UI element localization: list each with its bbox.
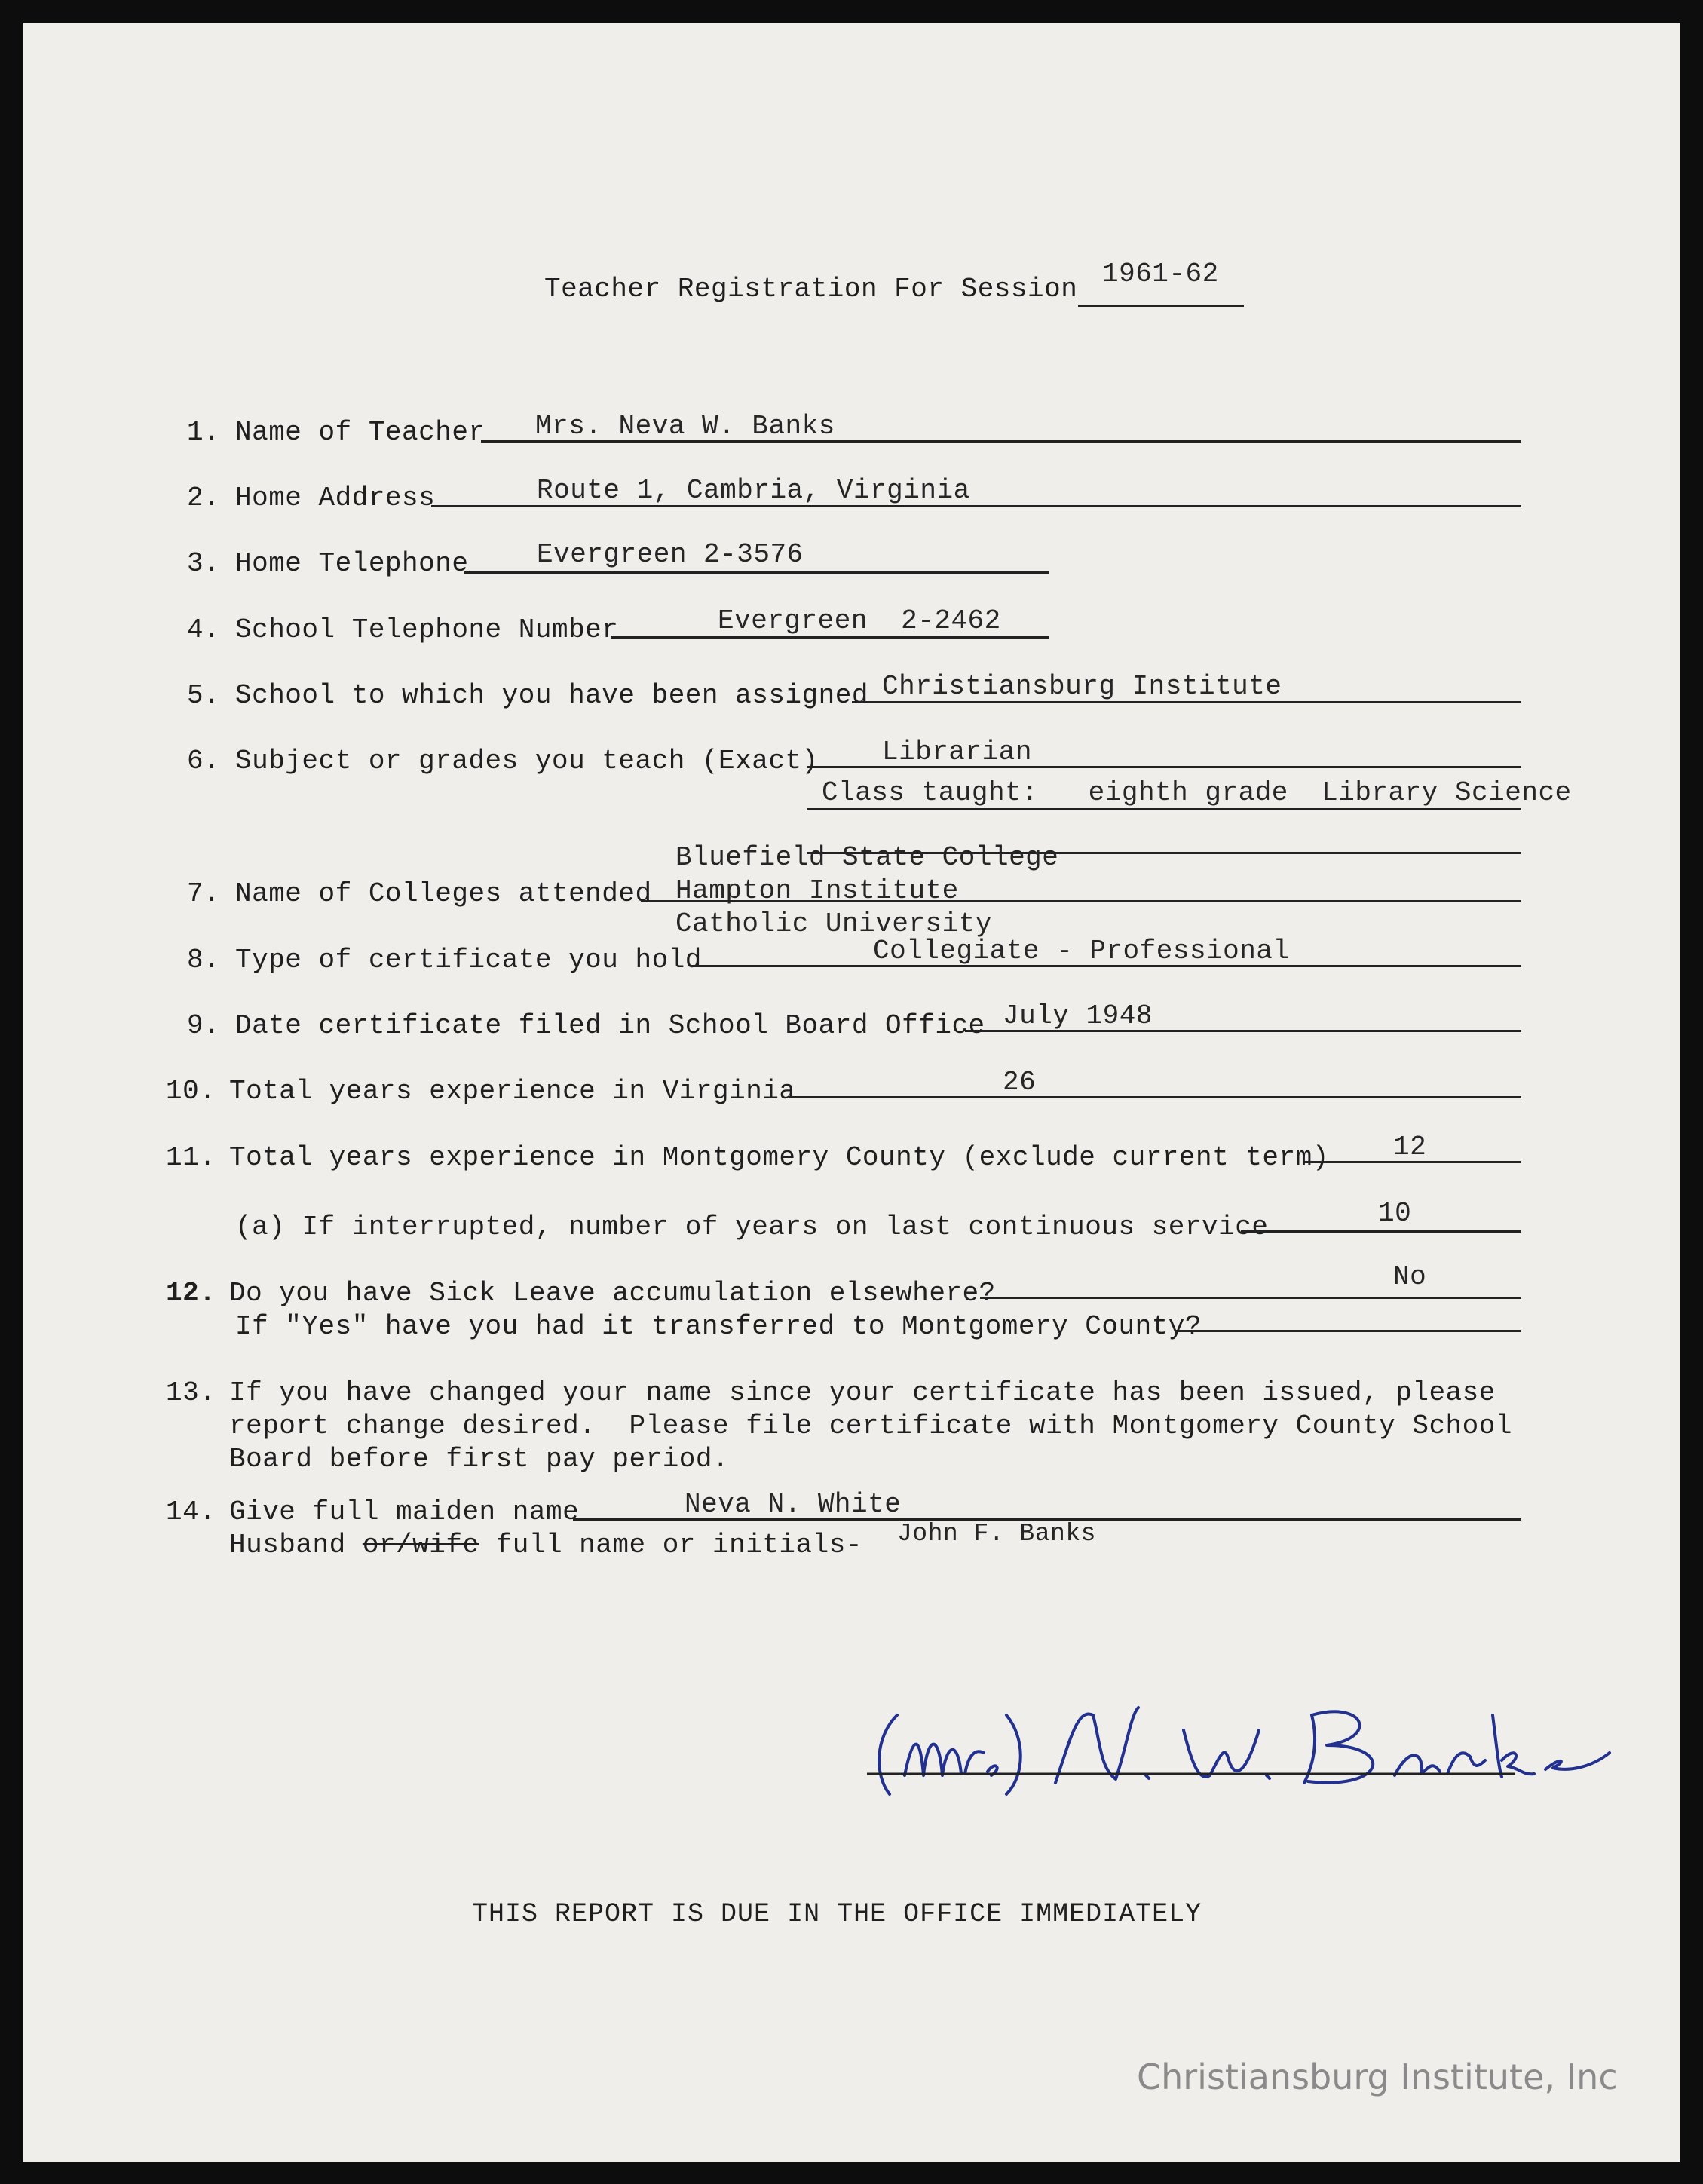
q12-underline — [980, 1297, 1521, 1299]
q13-line-3: Board before first pay period. — [229, 1444, 730, 1475]
q4-number: 4. — [187, 614, 221, 645]
q12-label: Do you have Sick Leave accumulation elsewhere? — [229, 1278, 996, 1309]
q11a-label: (a) If interrupted, number of years on last continuous service — [235, 1211, 1269, 1242]
q3-label: Home Telephone — [235, 548, 469, 579]
q3-value: Evergreen 2-3576 — [537, 539, 804, 570]
session-underline — [1078, 305, 1244, 307]
form-title: Teacher Registration For Session — [544, 274, 1078, 305]
q5-value: Christiansburg Institute — [882, 671, 1282, 702]
q14-value: Neva N. White — [685, 1489, 902, 1520]
q6-number: 6. — [187, 746, 221, 776]
q1-label: Name of Teacher — [235, 417, 485, 448]
q14-label-2-husband: Husband — [229, 1530, 363, 1561]
q7-college-2: Hampton Institute — [675, 875, 959, 906]
q7-college-3: Catholic University — [675, 908, 992, 939]
signature — [867, 1685, 1628, 1806]
q14-value-2: John F. Banks — [897, 1520, 1096, 1548]
q13-line-1: If you have changed your name since your certificate has been issued, please — [229, 1377, 1496, 1408]
q5-underline — [852, 701, 1521, 703]
q13-line-2: report change desired. Please file certificate with Montgomery County School — [229, 1411, 1512, 1441]
q12-underline-2 — [1175, 1330, 1521, 1332]
q5-number: 5. — [187, 680, 221, 711]
q5-label: School to which you have been assigned — [235, 680, 868, 711]
q11a-value: 10 — [1378, 1198, 1412, 1229]
q2-value: Route 1, Cambria, Virginia — [537, 475, 970, 506]
watermark: Christiansburg Institute, Inc — [1137, 2057, 1618, 2097]
q7-underline — [641, 900, 1521, 902]
q12-value: No — [1393, 1261, 1427, 1292]
q6-value: Librarian — [882, 737, 1032, 767]
q9-underline — [965, 1030, 1521, 1032]
q14-label: Give full maiden name — [229, 1496, 580, 1527]
q6-underline — [807, 766, 1521, 768]
q13-number: 13. — [166, 1377, 216, 1408]
q8-number: 8. — [187, 945, 221, 976]
q2-underline — [431, 505, 1521, 507]
q11a-underline — [1241, 1230, 1521, 1233]
q14-number: 14. — [166, 1496, 216, 1527]
q14-struck-wife: or/wife — [362, 1530, 479, 1561]
q2-number: 2. — [187, 482, 221, 513]
session-value: 1961-62 — [1102, 259, 1219, 289]
q4-label: School Telephone Number — [235, 614, 619, 645]
q11-underline — [1304, 1161, 1521, 1163]
q11-label: Total years experience in Montgomery County (exclude current term) — [229, 1142, 1329, 1173]
q11-number: 11. — [166, 1142, 216, 1173]
q8-label: Type of certificate you hold — [235, 945, 702, 976]
q10-value: 26 — [1003, 1067, 1037, 1098]
q8-underline — [691, 965, 1521, 967]
due-notice: THIS REPORT IS DUE IN THE OFFICE IMMEDIATELY — [472, 1899, 1202, 1929]
q3-underline — [464, 571, 1049, 574]
q9-value: July 1948 — [1003, 1000, 1153, 1031]
q11-value: 12 — [1393, 1132, 1427, 1162]
q8-value: Collegiate - Professional — [873, 936, 1290, 966]
q10-underline — [789, 1096, 1521, 1098]
q2-label: Home Address — [235, 482, 436, 513]
q10-number: 10. — [166, 1076, 216, 1107]
q1-underline — [481, 440, 1521, 443]
q7-number: 7. — [187, 878, 221, 909]
q12-label-2: If "Yes" have you had it transferred to Montgomery County? — [235, 1311, 1202, 1342]
q14-label-2 — [229, 1532, 862, 1559]
q3-number: 3. — [187, 548, 221, 579]
q6-label: Subject or grades you teach (Exact) — [235, 746, 819, 776]
q7-college-1: Bluefield State College — [675, 842, 1059, 873]
q6-class-taught: Class taught: eighth grade Library Science — [822, 777, 1572, 808]
q4-value: Evergreen 2-2462 — [718, 605, 1001, 636]
document-page — [23, 23, 1680, 2162]
q10-label: Total years experience in Virginia — [229, 1076, 796, 1107]
q7-label: Name of Colleges attended — [235, 878, 652, 909]
q12-number: 12. — [166, 1278, 216, 1309]
q1-number: 1. — [187, 417, 221, 448]
q9-number: 9. — [187, 1010, 221, 1041]
q6-underline-2 — [807, 808, 1521, 810]
q9-label: Date certificate filed in School Board Office — [235, 1010, 985, 1041]
q1-value: Mrs. Neva W. Banks — [535, 411, 835, 442]
q4-underline — [611, 636, 1049, 639]
q14-label-2-tail: full name or initials- — [479, 1530, 862, 1561]
